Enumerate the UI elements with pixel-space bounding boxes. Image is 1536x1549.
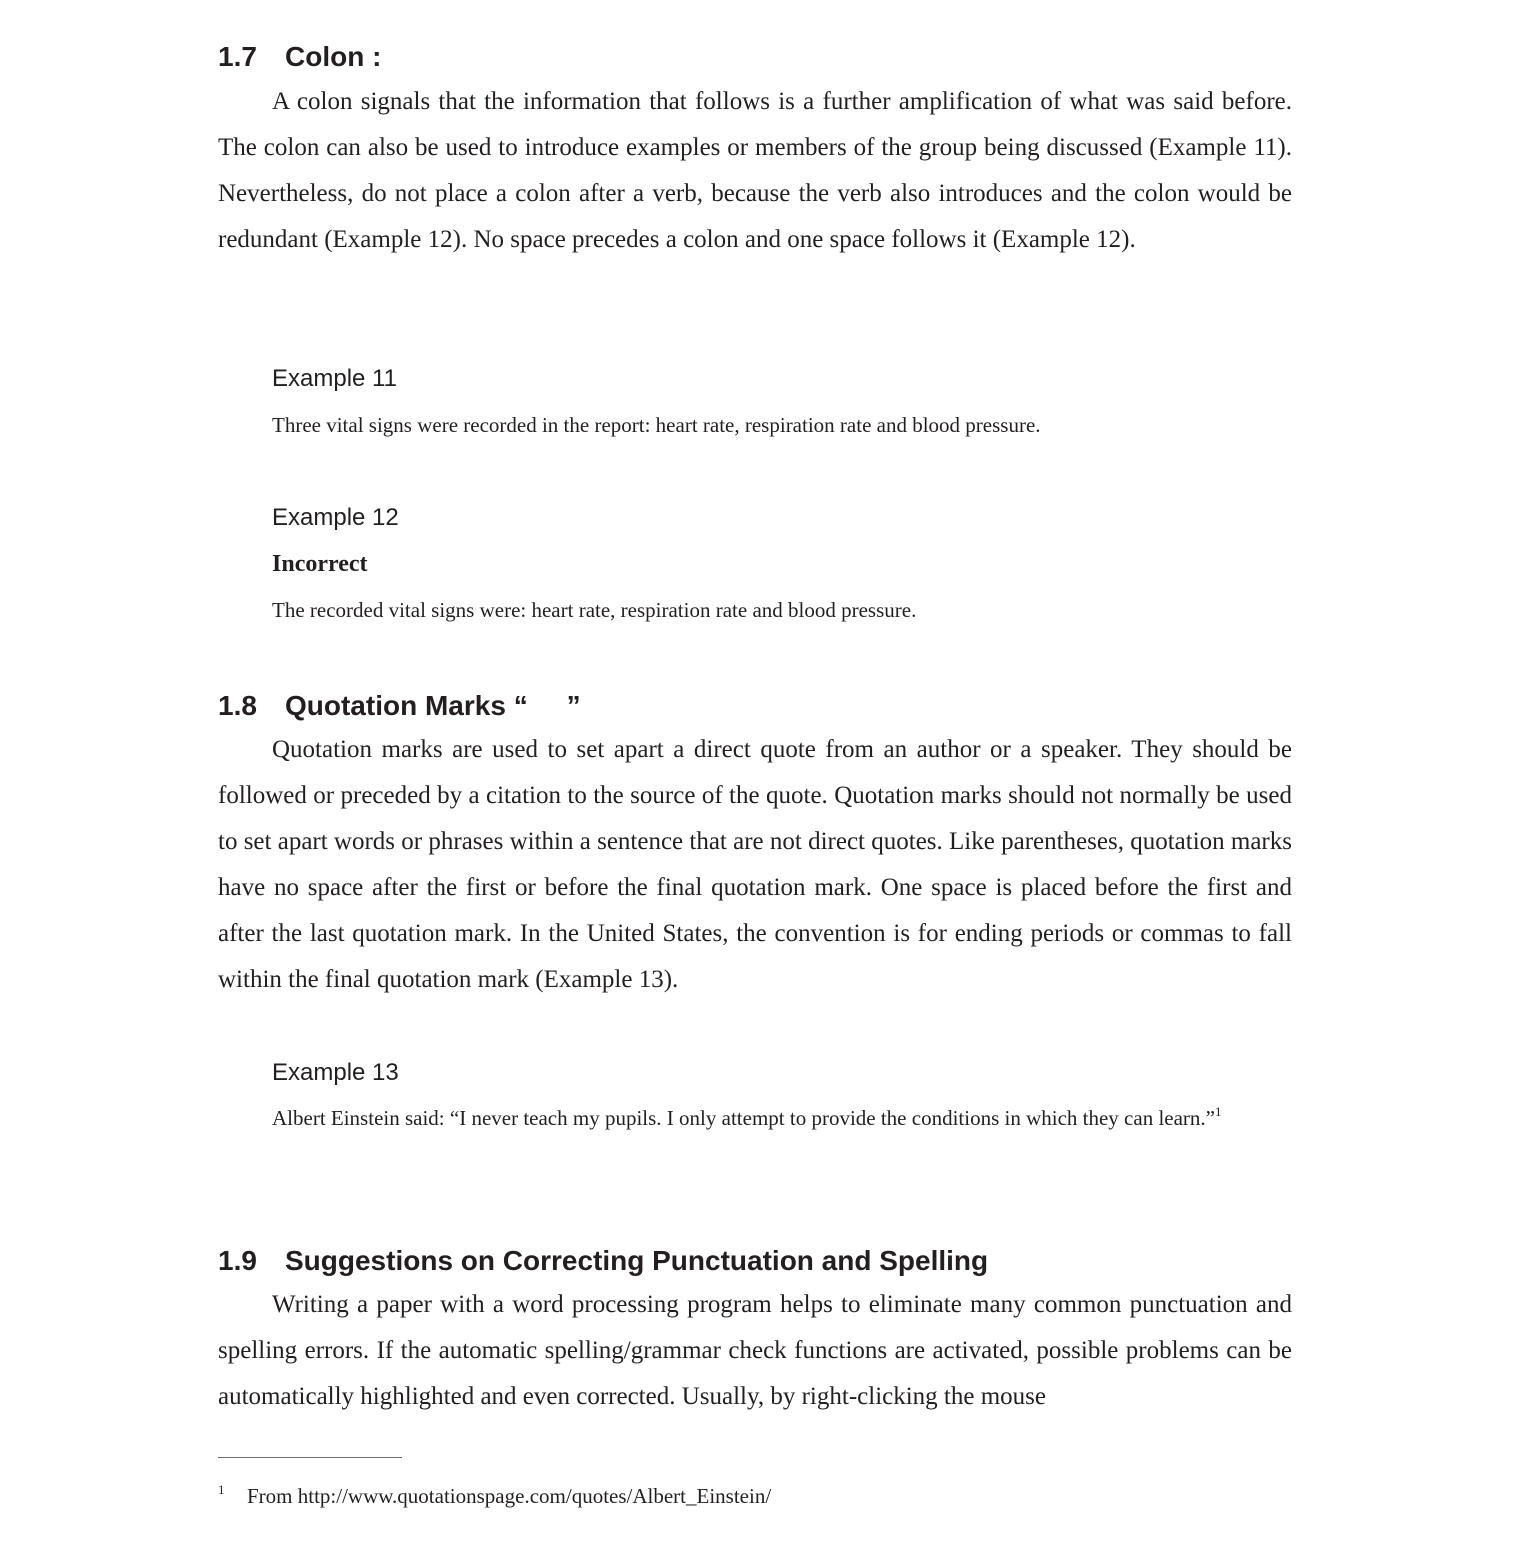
example-13-text — [218, 1094, 1292, 1142]
section-heading-colon — [218, 40, 1293, 74]
section-number: 1.9 — [218, 1245, 257, 1276]
section-number: 1.7 — [218, 41, 257, 72]
section-title: Suggestions on Correcting Punctuation and Spelling — [285, 1245, 989, 1276]
section-heading-quotation-marks — [218, 689, 1293, 723]
suggestions-paragraph: Writing a paper with a word processing program helps to eliminate many common punctuation and spelling errors. If the automatic spelling/grammar check functions are activated, possible problems can be automatically highlighted and even corrected. Usually, by right-clicking the mouse — [218, 1291, 1292, 1410]
example-13-quote: Albert Einstein said: “I never teach my pupils. I only attempt to provide the conditions in which they can learn.” — [272, 1106, 1215, 1130]
example-12-incorrect-label: Incorrect — [272, 551, 368, 577]
section-number: 1.8 — [218, 690, 257, 721]
footnote-text: From http://www.quotationspage.com/quotes/Albert_Einstein/ — [247, 1484, 772, 1508]
quotation-marks-paragraph: Quotation marks are used to set apart a direct quote from an author or a speaker. They should be followed or preceded by a citation to the source of the quote. Quotation marks should not normally be used to set apart words or phrases within a sentence that are not direct quotes. Like parentheses, quotation marks have no space after the first or before the final quotation mark. One space is placed before the first and after the last quotation mark. In the United States, the convention is for ending periods or commas to fall within the final quotation mark (Example 13). — [218, 736, 1292, 993]
footnote: 1 From http://www.quotationspage.com/quotes/Albert_Einstein/ — [218, 1482, 772, 1508]
footnote-reference[interactable]: 1 — [1215, 1104, 1222, 1119]
colon-paragraph: A colon signals that the information that follows is a further amplification of what was said before. The colon can also be used to introduce examples or members of the group being discussed (Example 11). Nevertheless, do not place a colon after a verb, because the verb also introduces and the colon would be redundant (Example 12). No space precedes a colon and one space follows it (Example 12). — [218, 88, 1292, 253]
example-12-label: Example 12 — [272, 504, 399, 531]
section-heading-suggestions — [218, 1244, 1293, 1278]
example-11-text: Three vital signs were recorded in the report: heart rate, respiration rate and blood pressure. — [272, 413, 1041, 437]
example-13-label: Example 13 — [272, 1059, 399, 1086]
section-title: Colon : — [285, 41, 382, 72]
example-12-text: The recorded vital signs were: heart rate, respiration rate and blood pressure. — [272, 598, 917, 622]
footnote-divider — [218, 1457, 402, 1458]
example-11-label: Example 11 — [272, 365, 397, 392]
section-title: Quotation Marks “ ” — [285, 690, 581, 721]
